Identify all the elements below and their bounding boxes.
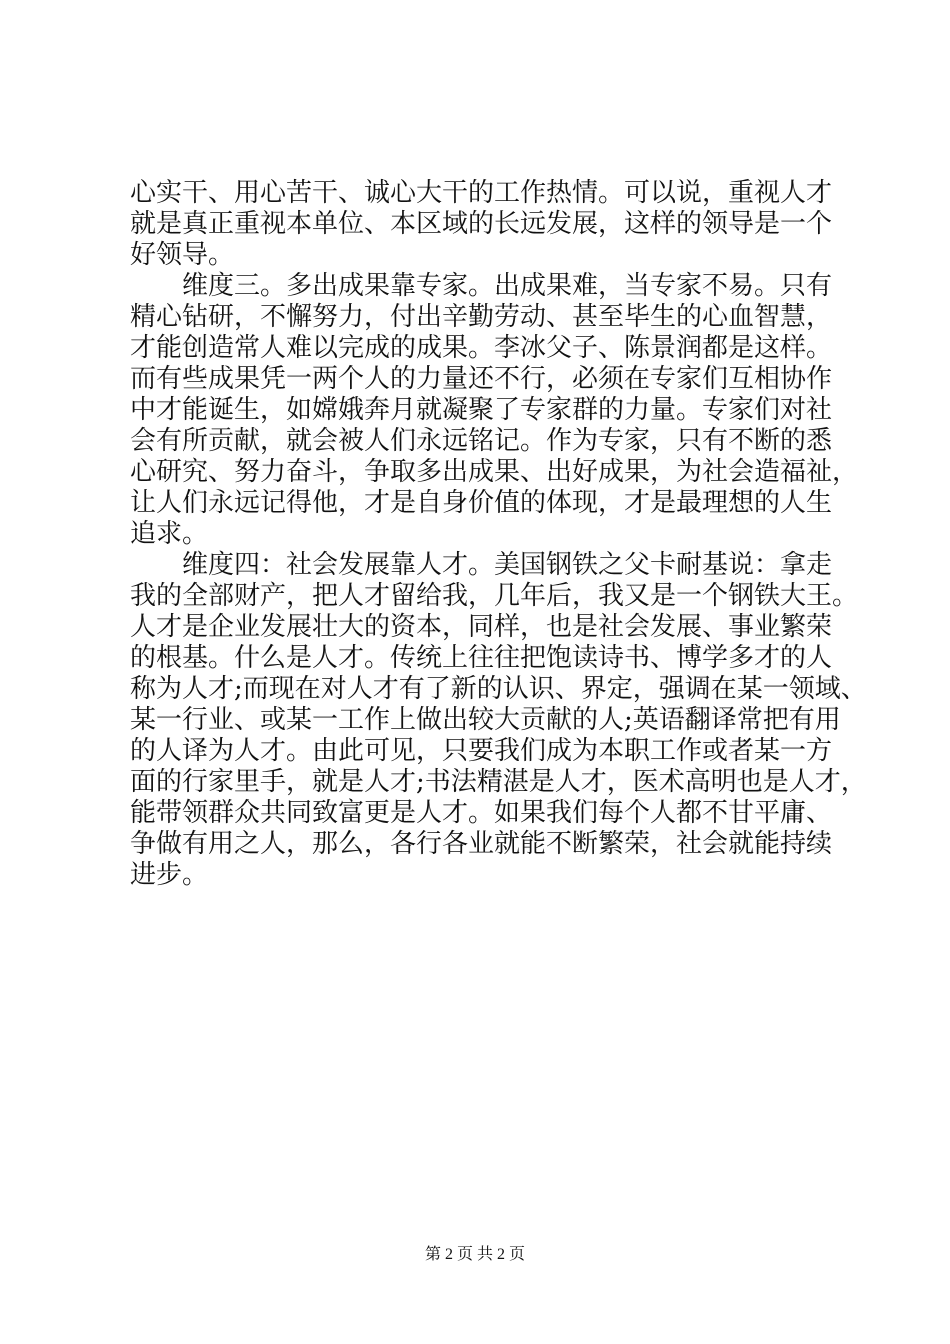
- text-line: 我的全部财产，把人才留给我，几年后，我又是一个钢铁大王。: [130, 581, 859, 611]
- text-line: 就是真正重视本单位、本区域的长远发展，这样的领导是一个: [130, 209, 833, 239]
- text-line: 精心钻研，不懈努力，付出辛勤劳动、甚至毕生的心血智慧，: [130, 302, 833, 332]
- text-line: 称为人才;而现在对人才有了新的认识、界定，强调在某一领域、: [130, 674, 867, 704]
- text-line: 面的行家里手，就是人才;书法精湛是人才，医术高明也是人才，: [130, 767, 867, 797]
- text-line: 心实干、用心苦干、诚心大干的工作热情。可以说，重视人才: [130, 178, 833, 208]
- text-line: 而有些成果凭一两个人的力量还不行，必须在专家们互相协作: [130, 364, 833, 394]
- page-number: 第 2 页 共 2 页: [424, 1246, 525, 1263]
- text-line: 让人们永远记得他，才是自身价值的体现，才是最理想的人生: [130, 488, 833, 518]
- text-line: 中才能诞生，如嫦娥奔月就凝聚了专家群的力量。专家们对社: [130, 395, 833, 425]
- text-line: 好领导。: [130, 240, 235, 270]
- text-line: 进步。: [130, 860, 209, 890]
- text-line: 会有所贡献，就会被人们永远铭记。作为专家，只有不断的悉: [130, 426, 833, 456]
- document-body: [130, 178, 867, 891]
- text-line: 某一行业、或某一工作上做出较大贡献的人;英语翻译常把有用: [130, 705, 841, 735]
- text-line: 的根基。什么是人才。传统上往往把饱读诗书、博学多才的人: [130, 643, 833, 673]
- text-line: 争做有用之人，那么，各行各业就能不断繁荣，社会就能持续: [130, 829, 833, 859]
- text-line: 能带领群众共同致富更是人才。如果我们每个人都不甘平庸、: [130, 798, 833, 828]
- text-line: 追求。: [130, 519, 209, 549]
- text-line: 维度三。多出成果靠专家。出成果难，当专家不易。只有: [182, 271, 833, 301]
- paragraph: [130, 550, 867, 891]
- text-line: 心研究、努力奋斗，争取多出成果、出好成果，为社会造福祉，: [130, 457, 859, 487]
- text-line: 维度四：社会发展靠人才。美国钢铁之父卡耐基说：拿走: [182, 550, 833, 580]
- paragraph: [130, 271, 859, 550]
- text-line: 人才是企业发展壮大的资本，同样，也是社会发展、事业繁荣: [130, 612, 833, 642]
- text-line: 的人译为人才。由此可见，只要我们成为本职工作或者某一方: [130, 736, 833, 766]
- paragraph: [130, 178, 833, 271]
- text-line: 才能创造常人难以完成的成果。李冰父子、陈景润都是这样。: [130, 333, 833, 363]
- page-footer: [0, 1245, 950, 1265]
